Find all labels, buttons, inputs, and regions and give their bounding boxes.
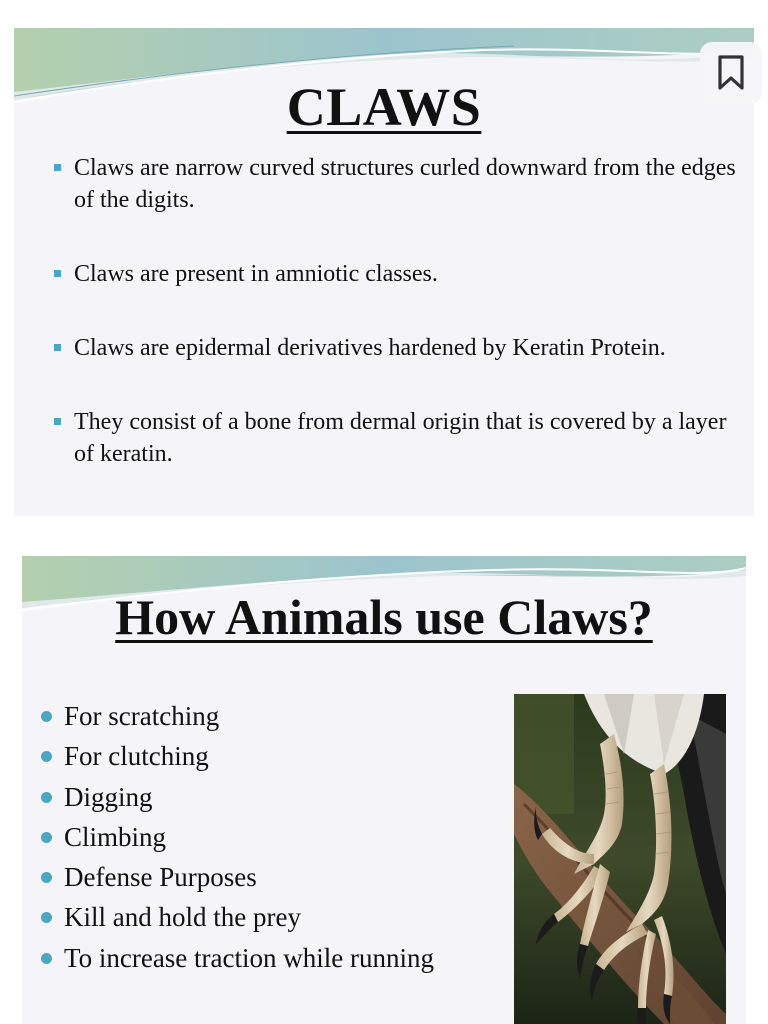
square-bullet-icon [54,344,61,351]
claws-facts-list [50,152,740,470]
list-item [38,777,434,817]
list-item [50,332,740,364]
list-item [38,857,434,897]
square-bullet-icon [54,164,61,171]
list-item [38,817,434,857]
round-bullet-icon [41,832,52,843]
list-item [50,258,740,290]
round-bullet-icon [41,711,52,722]
slide-title: CLAWS [286,77,482,137]
list-item-text: Claws are present in amniotic classes. [74,261,438,287]
round-bullet-icon [41,872,52,883]
square-bullet-icon [54,418,61,425]
list-item-text: Defense Purposes [64,862,257,893]
round-bullet-icon [41,953,52,964]
bookmark-button[interactable] [700,42,762,104]
claw-uses-list [38,696,434,978]
square-bullet-icon [54,270,61,277]
list-item-text: To increase traction while running [64,942,434,973]
list-item-text: Digging [64,781,153,812]
list-item-text: For scratching [64,701,220,731]
list-item-text: They consist of a bone from dermal origin that is covered by a layer of keratin. [74,409,727,467]
list-item-text: Claws are epidermal derivatives hardened by Keratin Protein. [74,335,666,361]
round-bullet-icon [41,912,52,923]
bird-talons-photo [514,694,726,1024]
list-item-text: For clutching [64,741,209,772]
list-item [38,938,434,978]
round-bullet-icon [41,792,52,803]
list-item [38,897,434,937]
slide-how-animals-use-claws [22,556,746,1024]
round-bullet-icon [41,751,52,762]
list-item [38,696,434,736]
list-item-text: Climbing [64,821,167,852]
slide-title: How Animals use Claws? [115,589,653,645]
list-item [50,152,740,216]
list-item [38,736,434,776]
list-item-text: Claws are narrow curved structures curled downward from the edges of the digits. [74,155,736,213]
list-item [50,406,740,470]
slide-claws [14,28,754,516]
bookmark-icon [716,54,746,92]
list-item-text: Kill and hold the prey [64,902,301,933]
